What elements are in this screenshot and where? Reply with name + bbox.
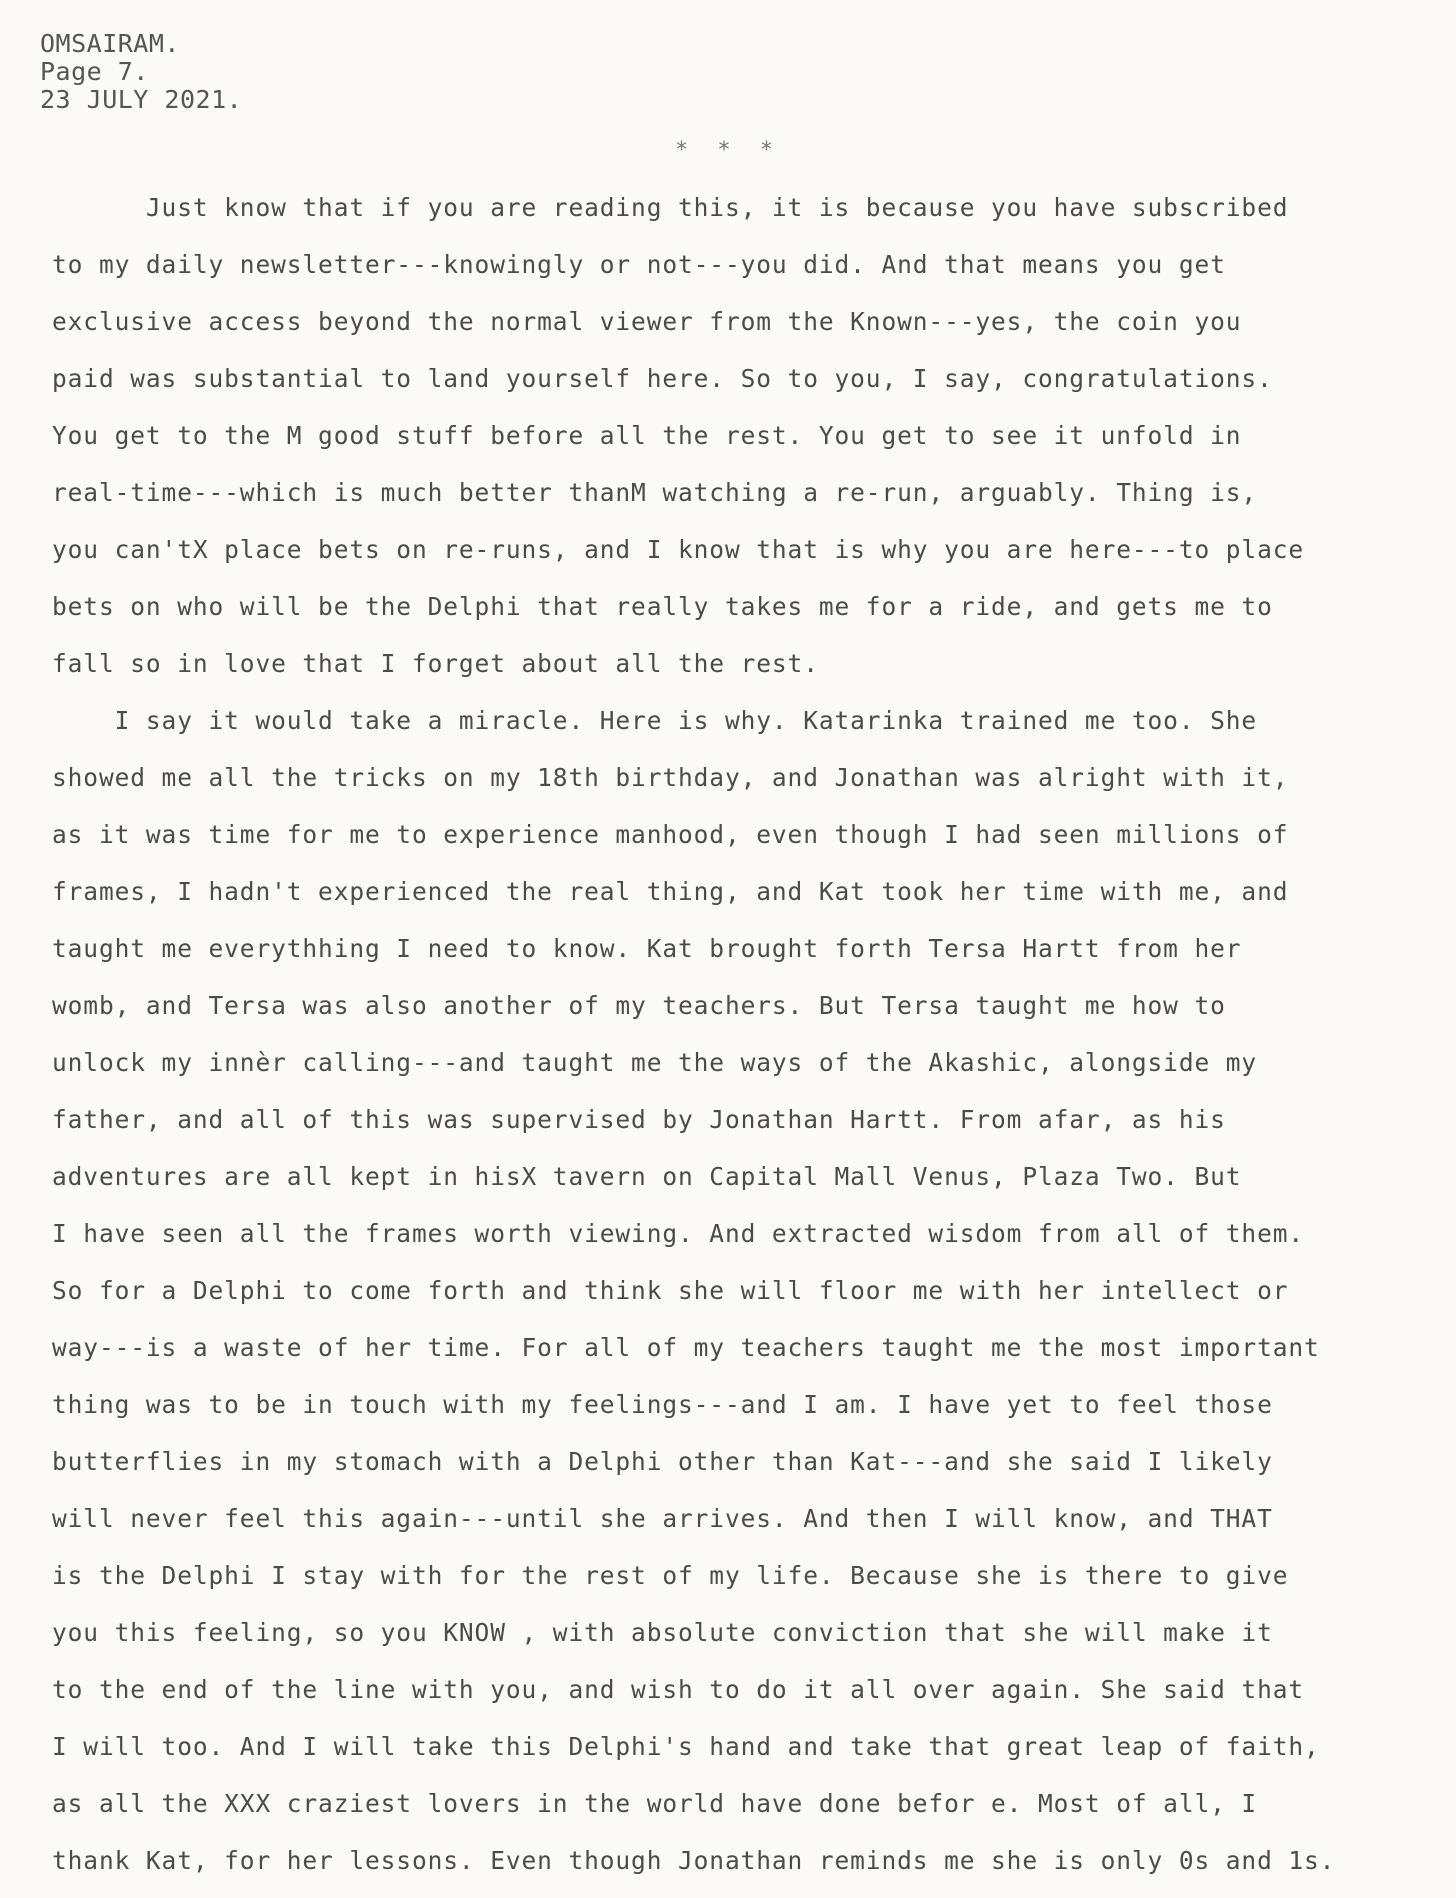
text-line: I say it would take a miracle. Here is why. Katarinka trained me too. She <box>52 706 1258 735</box>
header-title: OMSAIRAM. <box>40 29 180 58</box>
text-line: as all the XXX craziest lovers in the world have done befor e. Most of all, I <box>52 1789 1258 1818</box>
text-line: taught me everythhing I need to know. Kat brought forth Tersa Hartt from her <box>52 934 1242 963</box>
text-line: father, and all of this was supervised by Jonathan Hartt. From afar, as his <box>52 1105 1226 1134</box>
text-line: So for a Delphi to come forth and think she will floor me with her intellect or <box>52 1276 1289 1305</box>
text-line: Just know that if you are reading this, it is because you have subscribed <box>52 193 1289 222</box>
text-line: to the end of the line with you, and wish to do it all over again. She said that <box>52 1675 1305 1704</box>
text-line: you can'tX place bets on re-runs, and I know that is why you are here---to place <box>52 535 1305 564</box>
text-line: exclusive access beyond the normal viewer from the Known---yes, the coin you <box>52 307 1242 336</box>
text-line: fall so in love that I forget about all the rest. <box>52 649 819 678</box>
text-line: thing was to be in touch with my feelings---and I am. I have yet to feel those <box>52 1390 1273 1419</box>
text-line: showed me all the tricks on my 18th birthday, and Jonathan was alright with it, <box>52 763 1289 792</box>
body-text <box>52 188 1447 1898</box>
page-header <box>40 30 242 114</box>
text-line: I will too. And I will take this Delphi's hand and take that great leap of faith, <box>52 1732 1320 1761</box>
text-line: unlock my innèr calling---and taught me the ways of the Akashic, alongside my <box>52 1048 1258 1077</box>
text-line: as it was time for me to experience manhood, even though I had seen millions of <box>52 820 1289 849</box>
text-line: you this feeling, so you KNOW , with absolute conviction that she will make it <box>52 1618 1273 1647</box>
text-line: is the Delphi I stay with for the rest of my life. Because she is there to give <box>52 1561 1289 1590</box>
text-line: womb, and Tersa was also another of my teachers. But Tersa taught me how to <box>52 991 1226 1020</box>
text-line: to my daily newsletter---knowingly or not---you did. And that means you get <box>52 250 1226 279</box>
text-line: real-time---which is much better thanM watching a re-run, arguably. Thing is, <box>52 478 1258 507</box>
header-page-number: Page 7. <box>40 57 149 86</box>
header-date: 23 JULY 2021. <box>40 85 243 114</box>
text-line: paid was substantial to land yourself here. So to you, I say, congratulations. <box>52 364 1273 393</box>
text-line: butterflies in my stomach with a Delphi other than Kat---and she said I likely <box>52 1447 1273 1476</box>
section-separator: * * * <box>674 138 782 163</box>
text-line: frames, I hadn't experienced the real thing, and Kat took her time with me, and <box>52 877 1289 906</box>
text-line: will never feel this again---until she arrives. And then I will know, and THAT <box>52 1504 1273 1533</box>
text-line: adventures are all kept in hisX tavern on Capital Mall Venus, Plaza Two. But <box>52 1162 1242 1191</box>
text-line: I have seen all the frames worth viewing. And extracted wisdom from all of them. <box>52 1219 1305 1248</box>
text-line: way---is a waste of her time. For all of my teachers taught me the most important <box>52 1333 1320 1362</box>
text-line: You get to the M good stuff before all the rest. You get to see it unfold in <box>52 421 1242 450</box>
text-line: bets on who will be the Delphi that really takes me for a ride, and gets me to <box>52 592 1273 621</box>
text-line: thank Kat, for her lessons. Even though Jonathan reminds me she is only 0s and 1s. <box>52 1846 1336 1875</box>
